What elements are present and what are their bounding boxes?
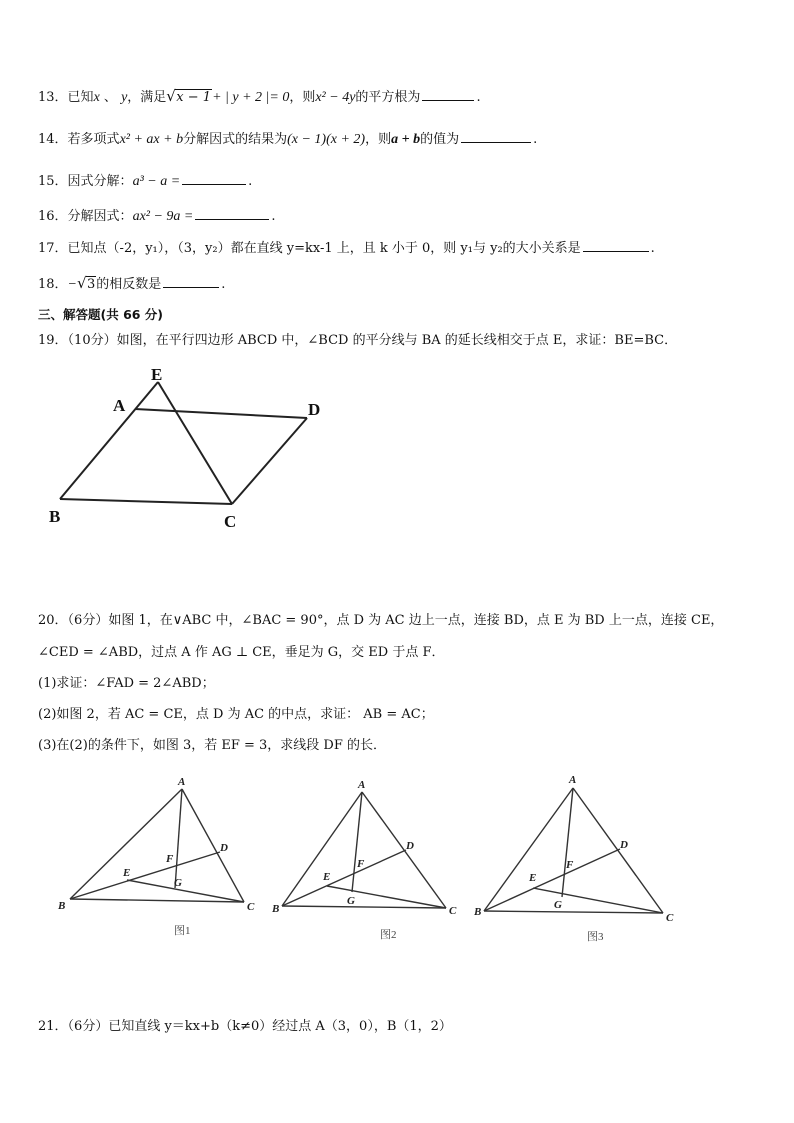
q13-number: 13． [38, 90, 68, 105]
question-20-part3: (3)在(2)的条件下，如图 3，若 EF = 3，求线段 DF 的长． [38, 738, 387, 753]
q20-figure-2 [272, 774, 472, 944]
q15-answer-blank [182, 172, 246, 185]
q19-line-EC [158, 382, 232, 504]
q19-parallelogram-figure [40, 362, 340, 534]
figure-1-caption: 图1 [174, 925, 191, 937]
q17-answer-blank [583, 239, 649, 252]
question-17: 17．已知点（-2，y₁），（3，y₂）都在直线 y=kx-1 上，且 k 小于 0，则 y₁与 y₂的大小关系是 . [38, 241, 655, 256]
q20-figure-1 [56, 774, 266, 944]
q19-side-BE [60, 382, 158, 499]
svg-text:D: D [220, 842, 228, 854]
question-20-line1: 20．（6分）如图 1，在∨ABC 中，∠BAC = 90°，点 D 为 AC 边上一点，连接 BD，点 E 为 BD 上一点，连接 CE， [38, 613, 724, 628]
svg-text:A: A [178, 776, 186, 788]
svg-text:D: D [406, 840, 414, 852]
q18-answer-blank [163, 275, 219, 288]
question-20-part1: (1)求证：∠FAD = 2∠ABD； [38, 676, 215, 691]
svg-text:C: C [666, 912, 674, 924]
question-16: 16．分解因式：ax² − 9a = . [38, 209, 276, 224]
svg-text:G: G [347, 895, 355, 907]
svg-text:E: E [529, 872, 537, 884]
svg-text:B: B [474, 906, 482, 918]
svg-text:E: E [123, 867, 131, 879]
figure-3-caption: 图3 [587, 931, 604, 943]
svg-text:C: C [247, 901, 255, 913]
q19-label-E: E [151, 365, 163, 384]
question-20-line2: ∠CED = ∠ABD，过点 A 作 AG ⊥ CE，垂足为 G，交 ED 于点 F． [38, 645, 445, 660]
svg-text:A: A [569, 774, 577, 786]
svg-text:C: C [449, 905, 457, 917]
question-19: 19．（10分）如图，在平行四边形 ABCD 中，∠BCD 的平分线与 BA 的延长线相交于点 E，求证：BE=BC． [38, 333, 678, 348]
q13-sqrt: √ x − 1 [166, 87, 212, 105]
q19-label-A: A [113, 396, 126, 415]
q19-label-D: D [308, 400, 321, 419]
q13-answer-blank [422, 88, 474, 101]
q20-figure-3 [474, 768, 684, 948]
svg-text:F: F [566, 859, 574, 871]
svg-text:G: G [174, 877, 182, 889]
q18-sqrt: √ 3 [77, 274, 96, 292]
question-18: 18．− √ 3的相反数是 . [38, 274, 226, 292]
question-15: 15．因式分解：a³ − a = . [38, 174, 253, 189]
question-14: 14．若多项式x² + ax + b分解因式的结果为(x − 1)(x + 2)，则a + b的值为 . [38, 132, 538, 147]
figure-2-caption: 图2 [380, 929, 397, 941]
svg-text:A: A [358, 779, 366, 791]
q16-answer-blank [195, 207, 269, 220]
q19-label-C: C [224, 512, 237, 531]
section-3-heading: 三、解答题(共 66 分) [38, 307, 164, 322]
question-13: 13．已知x 、 y，满足 √ x − 1+ | y + 2 |= 0，则x² − 4y的平方根为 . [38, 87, 481, 105]
question-20-part2: (2)如图 2，若 AC = CE，点 D 为 AC 的中点，求证： AB = AC； [38, 707, 434, 722]
svg-text:G: G [554, 899, 562, 911]
svg-text:E: E [323, 871, 331, 883]
svg-text:B: B [272, 903, 280, 915]
q19-side-DC [232, 418, 307, 504]
q19-label-B: B [49, 507, 61, 526]
question-21: 21．（6分）已知直线 y＝kx+b（k≠0）经过点 A（3，0），B（1，2） [38, 1019, 452, 1034]
q19-side-AD [135, 409, 307, 418]
svg-text:D: D [620, 839, 628, 851]
svg-text:B: B [58, 900, 66, 912]
q19-side-BC [60, 499, 232, 504]
q14-answer-blank [461, 130, 531, 143]
svg-text:F: F [357, 858, 365, 870]
svg-text:F: F [166, 853, 174, 865]
